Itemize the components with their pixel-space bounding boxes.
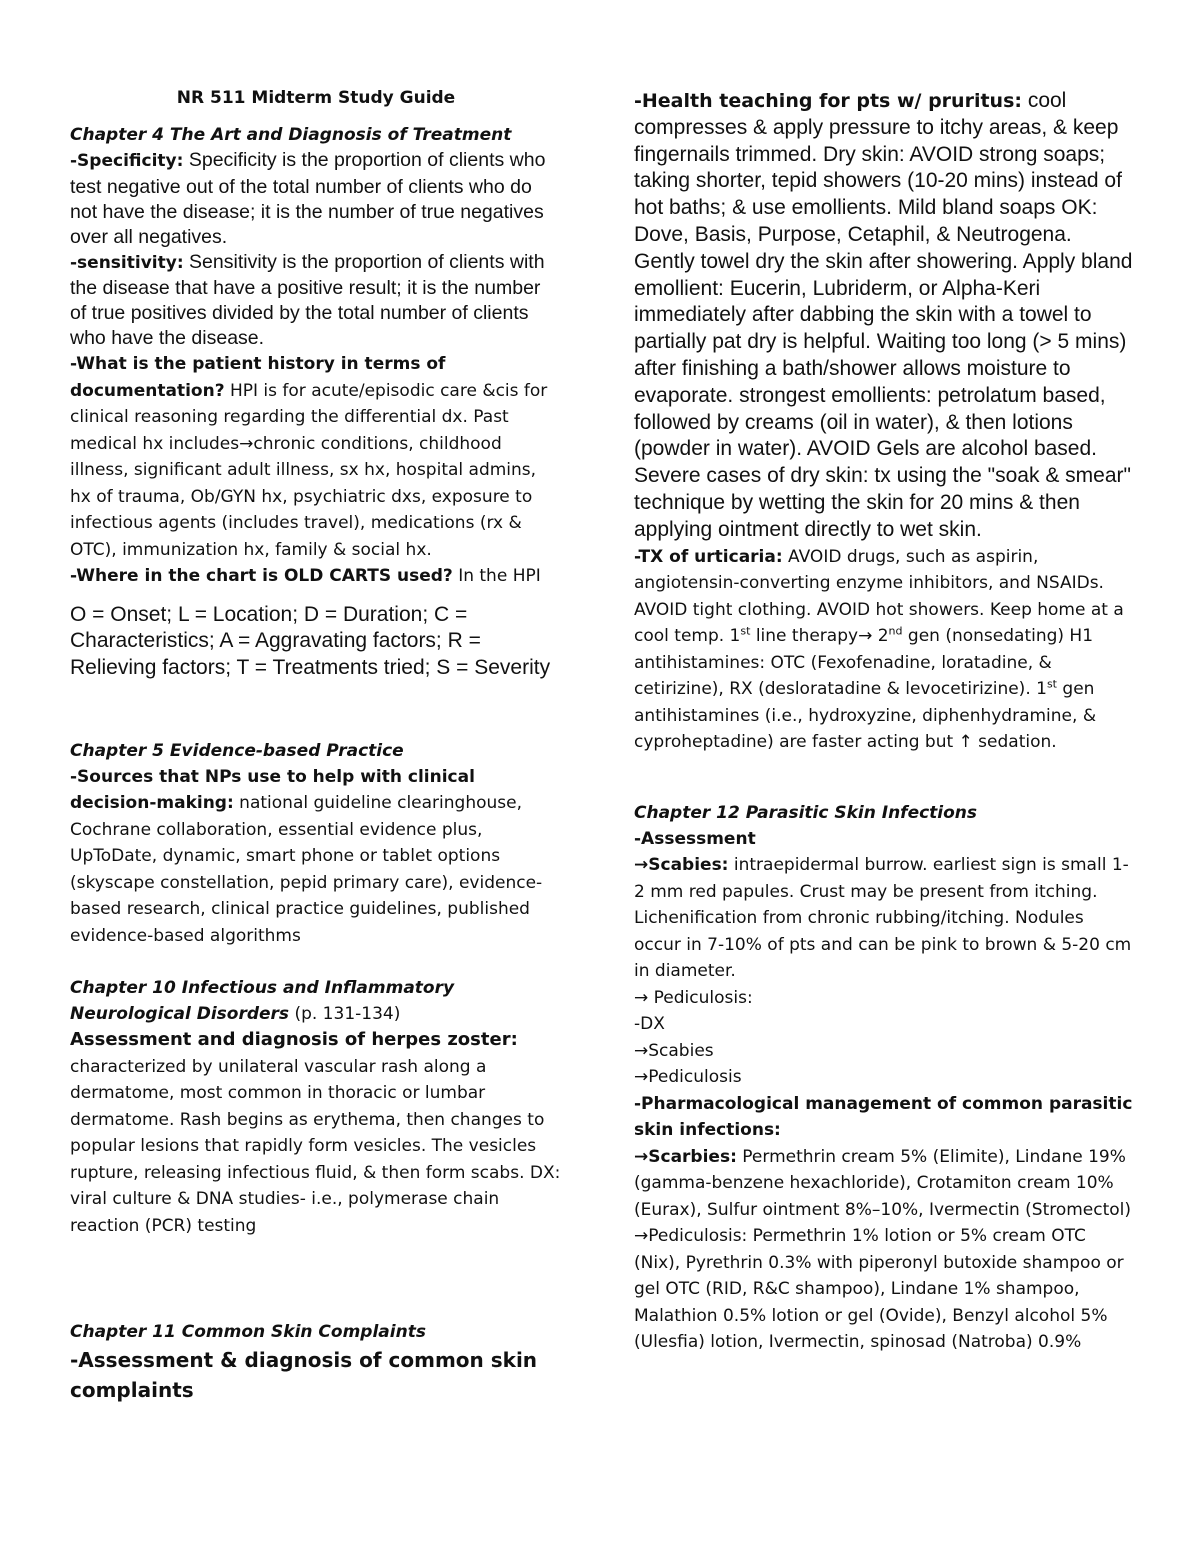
oldcarts-label: -Where in the chart is OLD CARTS used? — [70, 566, 453, 586]
urticaria-paragraph — [634, 544, 1134, 756]
skin-complaints-subheading: -Assessment & diagnosis of common skin complaints — [70, 1348, 538, 1403]
sources-paragraph — [70, 764, 562, 950]
chapter-11-heading: Chapter 11 Common Skin Complaints — [70, 1322, 426, 1343]
urticaria-text-b: line therapy→ 2 — [750, 626, 889, 647]
pediculosis-assessment: → Pediculosis: — [634, 987, 753, 1008]
left-column — [70, 88, 562, 1405]
urticaria-sup-2: nd — [888, 624, 903, 638]
chapter-10-pages: (p. 131-134) — [289, 1004, 401, 1025]
sensitivity-label: -sensitivity: — [70, 252, 184, 273]
chapter-10-heading — [70, 975, 562, 1027]
pharmacological-label: -Pharmacological management of common parasitic skin infections: — [634, 1093, 1133, 1141]
history-label: -What is the patient history in terms of documentation? — [70, 354, 446, 401]
chapter-4-heading: Chapter 4 The Art and Diagnosis of Treatment — [70, 125, 512, 145]
scabies-treatment — [634, 1144, 1134, 1224]
scabies-treatment-text: Permethrin cream 5% (Elimite), Lindane 19% (gamma-benzene hexachloride), Crotamiton cream 10% (Eurax), Sulfur ointment 8%–10%, Ivermectin (Stromectol) — [634, 1146, 1132, 1220]
urticaria-label: -TX of urticaria: — [634, 546, 783, 567]
scabies-assessment-text: intraepidermal burrow. earliest sign is small 1-2 mm red papules. Crust may be present from itching. Lichenification from chronic rubbing/itching. Nodules occur in 7-10% of pts and can be pink to brown & 5-20 cm in diameter. — [634, 855, 1132, 982]
history-text: HPI is for acute/episodic care &cis for clinical reasoning regarding the differential dx. Past medical hx includes→chronic conditions, childhood illness, significant adult illness, sx hx, hospital admins, hx of trauma, Ob/GYN hx, psychiatric dxs, exposure to infectious agents (includes travel), medications (rx & OTC), immunization hx, family & social hx. — [70, 380, 548, 560]
sources-text: national guideline clearinghouse, Cochrane collaboration, essential evidence plus, UpToDate, dynamic, smart phone or tablet options (skyscape constellation, pepid primary care), evidence-based research, clinical practice guidelines, published evidence-based algorithms — [70, 793, 543, 946]
assessment-label: -Assessment — [634, 828, 756, 849]
dx-scabies: →Scabies — [634, 1040, 714, 1061]
dx-label: -DX — [634, 1014, 665, 1035]
sensitivity-text: Sensitivity is the proportion of clients with the disease that have a positive result; it is the number of true positives divided by the total number of clients who have the disease. — [70, 250, 545, 349]
pruritus-paragraph — [634, 88, 1134, 544]
oldcarts-answer: In the HPI — [452, 566, 541, 586]
specificity-text: Specificity is the proportion of clients who test negative out of the total number of clients who do not have the disease; it is the number of true negatives over all negatives. — [70, 149, 546, 248]
urticaria-text-a: AVOID drugs, such as aspirin, angiotensin-converting enzyme inhibitors, and NSAIDs. AVOID tight clothing. AVOID hot showers. Keep home at a cool temp. 1 — [634, 546, 1124, 647]
page-title: NR 511 Midterm Study Guide — [176, 88, 456, 108]
pediculosis-treatment: →Pediculosis: Permethrin 1% lotion or 5% cream OTC (Nix), Pyrethrin 0.3% with piperonyl butoxide shampoo or gel OTC (RID, R&C shampoo), Lindane 1% shampoo, Malathion 0.5% lotion or gel (Ovide), Benzyl alcohol 5% (Ulesfia) lotion, Ivermectin, spinosad (Natroba) 0.9% — [634, 1226, 1124, 1353]
chapter-12-heading: Chapter 12 Parasitic Skin Infections — [634, 802, 978, 823]
scabies-assessment-label: →Scabies: — [634, 855, 729, 876]
scabies-assessment — [634, 852, 1134, 985]
sources-label: -Sources that NPs use to help with clinical decision-making: — [70, 766, 475, 814]
specificity-paragraph — [70, 148, 562, 250]
chapter-5-heading: Chapter 5 Evidence-based Practice — [70, 740, 404, 761]
dx-pediculosis: →Pediculosis — [634, 1067, 742, 1088]
urticaria-sup-1: st — [740, 624, 751, 638]
pruritus-label: -Health teaching for pts w/ pruritus: — [634, 90, 1022, 112]
herpes-zoster-label: Assessment and diagnosis of herpes zoster: — [70, 1029, 518, 1051]
right-column — [634, 88, 1134, 1356]
urticaria-text-d: gen antihistamines (i.e., hydroxyzine, diphenhydramine, & cyproheptadine) are faster acting but ↑ sedation. — [634, 679, 1097, 753]
pruritus-text: cool compresses & apply pressure to itchy areas, & keep fingernails trimmed. Dry skin: AVOID strong soaps; taking shorter, tepid showers (10-20 mins) instead of hot baths; & use emollients. Mild bland soaps OK: Dove, Basis, Purpose, Cetaphil, & Neutrogena. Gently towel dry the skin after showering. Apply bland emollient: Eucerin, Lubriderm, or Alpha-Keri immediately after dabbing the skin with a towel to partially pat dry is helpful. Waiting too long (> 5 mins) after finishing a bath/shower allows moisture to evaporate. strongest emollients: petrolatum based, followed by creams (oil in water), & then lotions (powder in water). AVOID Gels are alcohol based. Severe cases of dry skin: tx using the "soak & smear" technique by wetting the skin for 20 mins & then applying ointment directly to wet skin. — [634, 89, 1133, 541]
sensitivity-paragraph — [70, 250, 562, 352]
scabies-treatment-label: →Scarbies: — [634, 1146, 737, 1167]
specificity-label: -Specificity: — [70, 151, 184, 171]
oldcarts-definition: O = Onset; L = Location; D = Duration; C = Characteristics; A = Aggravating factors; R = Relieving factors; T = Treatments tried; S = Severity — [70, 602, 551, 680]
chapter-10-title: Chapter 10 Infectious and Inflammatory Neurological Disorders — [70, 978, 455, 1025]
urticaria-sup-3: st — [1046, 677, 1057, 691]
history-paragraph — [70, 351, 562, 563]
herpes-zoster-text: characterized by unilateral vascular rash along a dermatome, most common in thoracic or lumbar dermatome. Rash begins as erythema, then changes to popular lesions that rapidly form vesicles. The vesicles rupture, releasing infectious fluid, & then form scabs. DX: viral culture & DNA studies- i.e., polymerase chain reaction (PCR) testing — [70, 1056, 561, 1236]
oldcarts-question — [70, 563, 562, 590]
urticaria-text-c: gen (nonsedating) H1 antihistamines: OTC (Fexofenadine, loratadine, & cetirizine), RX (desloratadine & levocetirizine). 1 — [634, 626, 1094, 700]
